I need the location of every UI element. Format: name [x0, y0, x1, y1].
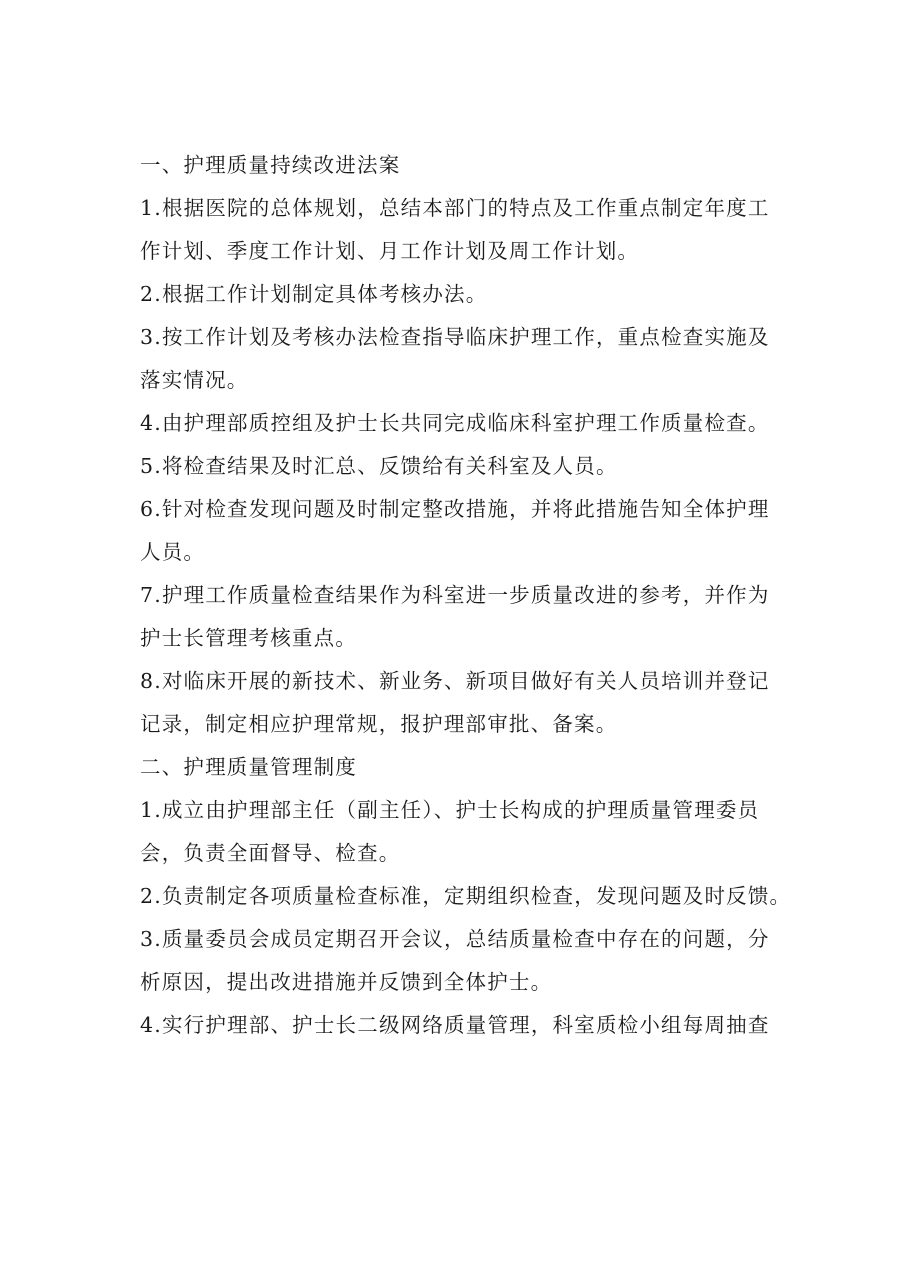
paragraph-line: 2.根据工作计划制定具体考核办法。 [140, 282, 488, 306]
paragraph-line: 记录，制定相应护理常规，报护理部审批、备案。 [140, 712, 618, 736]
paragraph-line: 析原因，提出改进措施并反馈到全体护士。 [140, 970, 553, 994]
paragraph-line: 人员。 [140, 540, 206, 564]
paragraph-line: 会，负责全面督导、检查。 [140, 841, 401, 865]
section-heading: 一、护理质量持续改进法案 [140, 153, 401, 177]
paragraph-line: 1.成立由护理部主任（副主任）、护士长构成的护理质量管理委员 [140, 798, 760, 822]
paragraph-line: 3.按工作计划及考核办法检查指导临床护理工作，重点检查实施及 [140, 325, 770, 349]
paragraph-line: 7.护理工作质量检查结果作为科室进一步质量改进的参考，并作为 [140, 583, 770, 607]
document-body [140, 144, 792, 1047]
paragraph-line: 3.质量委员会成员定期召开会议，总结质量检查中存在的问题，分 [140, 927, 770, 951]
paragraph-line: 1.根据医院的总体规划，总结本部门的特点及工作重点制定年度工 [140, 196, 770, 220]
paragraph-line: 6.针对检查发现问题及时制定整改措施，并将此措施告知全体护理 [140, 497, 770, 521]
paragraph-line: 2.负责制定各项质量检查标准，定期组织检查，发现问题及时反馈。 [140, 884, 792, 908]
paragraph-line: 护士长管理考核重点。 [140, 626, 357, 650]
paragraph-line: 4.实行护理部、护士长二级网络质量管理，科室质检小组每周抽查 [140, 1013, 770, 1037]
section-heading: 二、护理质量管理制度 [140, 755, 357, 779]
paragraph-line: 落实情况。 [140, 368, 249, 392]
paragraph-line: 5.将检查结果及时汇总、反馈给有关科室及人员。 [140, 454, 618, 478]
paragraph-line: 作计划、季度工作计划、月工作计划及周工作计划。 [140, 239, 640, 263]
paragraph-line: 8.对临床开展的新技术、新业务、新项目做好有关人员培训并登记 [140, 669, 770, 693]
paragraph-line: 4.由护理部质控组及护士长共同完成临床科室护理工作质量检查。 [140, 411, 770, 435]
